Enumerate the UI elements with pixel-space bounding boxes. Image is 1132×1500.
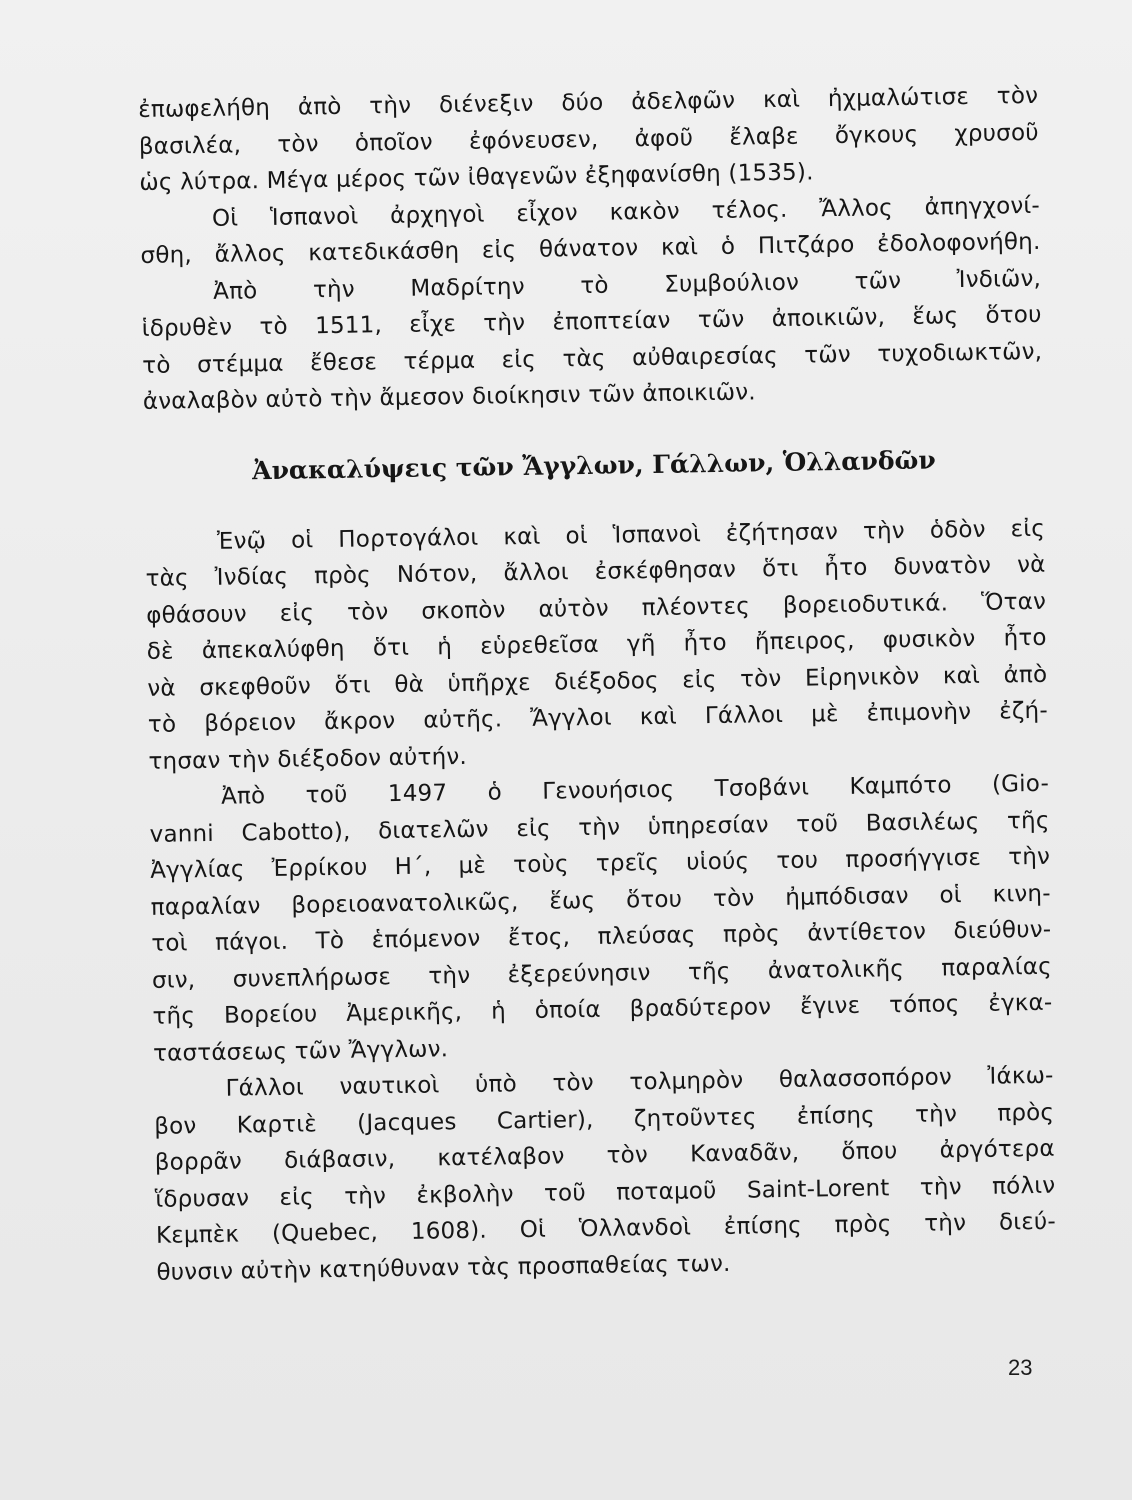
text-line: τῆς Βορείου Ἀμερικῆς, ἡ ὁποία βραδύτερον ἔγινε τόπος ἐγκα- <box>152 989 1053 1030</box>
text-line: δὲ ἀπεκαλύφθη ὅτι ἡ εὑρεθεῖσα γῆ ἦτο ἤπειρος, φυσικὸν ἦτο <box>146 624 1047 665</box>
text-line: τὸ στέμμα ἔθεσε τέρμα εἰς τὰς αὐθαιρεσίας τῶν τυχοδιωκτῶν, <box>142 338 1043 379</box>
text-line: τοὶ πάγοι. Τὸ ἑπόμενον ἔτος, πλεύσας πρὸς ἀντίθετον διεύθυν- <box>151 916 1052 957</box>
text-line: Γάλλοι ναυτικοὶ ὑπὸ τὸν τολμηρὸν θαλασσοπόρον Ἰάκω- <box>225 1062 1054 1102</box>
text-line: ταστάσεως τῶν Ἄγγλων. <box>152 1035 449 1067</box>
text-line: βορρᾶν διάβασιν, κατέλαβον τὸν Καναδᾶν, ὅπου ἀργότερα <box>154 1135 1055 1176</box>
paragraph <box>138 78 1040 202</box>
text-line: Ἀπὸ τὴν Μαδρίτην τὸ Συμβούλιον τῶν Ἰνδιῶν, <box>212 265 1042 305</box>
paragraph <box>145 510 1049 780</box>
text-line: βασιλέα, τὸν ὁποῖον ἐφόνευσεν, ἀφοῦ ἔλαβε ὄγκους χρυσοῦ <box>138 119 1039 160</box>
text-line: νὰ σκεφθοῦν ὅτι θὰ ὑπῆρχε διέξοδος εἰς τὸν Εἰρηνικὸν καὶ ἀπὸ <box>147 661 1048 702</box>
text-line: βον Καρτιὲ (Jacques Cartier), ζητοῦντες ἐπίσης τὴν πρὸς <box>154 1099 1055 1140</box>
text-line: ἵδρυσαν εἰς τὴν ἐκβολὴν τοῦ ποταμοῦ Saint-Lorent τὴν πόλιν <box>155 1172 1056 1213</box>
text-line: Ἐνῷ οἱ Πορτογάλοι καὶ οἱ Ἱσπανοὶ ἐζήτησαν τὴν ὁδὸν εἰς <box>216 515 1046 555</box>
page-number: 23 <box>1008 1355 1033 1380</box>
text-line: θυνσιν αὐτὴν κατηύθυναν τὰς προσπαθείας των. <box>156 1250 731 1286</box>
text-line: ἐπωφελήθη ἀπὸ τὴν διένεξιν δύο ἀδελφῶν καὶ ἠχμαλώτισε τὸν <box>138 82 1039 123</box>
text-line: Οἱ Ἱσπανοὶ ἀρχηγοὶ εἶχον κακὸν τέλος. Ἄλλος ἀπηγχονί- <box>211 192 1041 232</box>
paragraph <box>149 766 1053 1072</box>
text-line: σιν, συνεπλήρωσε τὴν ἐξερεύνησιν τῆς ἀνατολικῆς παραλίας <box>151 953 1053 994</box>
text-line: Ἀγγλίας Ἐρρίκου Η΄, μὲ τοὺς τρεῖς υἱούς του προσήγγισε τὴν <box>150 843 1051 884</box>
paragraph <box>140 187 1041 274</box>
page-text <box>138 78 1057 1291</box>
text-line: τησαν τὴν διέξοδον αὐτήν. <box>148 743 468 775</box>
text-line: τὰς Ἰνδίας πρὸς Νότον, ἄλλοι ἐσκέφθησαν ὅτι ἦτο δυνατὸν νὰ <box>145 551 1046 592</box>
text-line: Ἀπὸ τοῦ 1497 ὁ Γενουήσιος Τσοβάνι Καμπότο (Gio- <box>220 770 1050 810</box>
text-line: φθάσουν εἰς τὸν σκοπὸν αὐτὸν πλέοντες βορειοδυτικά. Ὅταν <box>146 588 1047 629</box>
paragraph <box>141 260 1043 420</box>
text-line: ὡς λύτρα. Μέγα μέρος τῶν ἰθαγενῶν ἐξηφανίσθη (1535). <box>139 159 814 196</box>
text-line: ἀναλαβὸν αὐτὸ τὴν ἄμεσον διοίκησιν τῶν ἀποικιῶν. <box>142 379 757 415</box>
text-line: ἱδρυθὲν τὸ 1511, εἶχε τὴν ἐποπτείαν τῶν ἀποικιῶν, ἕως ὅτου <box>141 301 1042 342</box>
text-line: παραλίαν βορειοανατολικῶς, ἕως ὅτου τὸν ἠμπόδισαν οἱ κινη- <box>150 880 1051 921</box>
text-line: Κεμπὲκ (Quebec, 1608). Οἱ Ὁλλανδοὶ ἐπίσης πρὸς τὴν διεύ- <box>155 1208 1057 1249</box>
text-line: σθη, ἄλλος κατεδικάσθη εἰς θάνατον καὶ ὁ Πιτζάρο ἐδολοφονήθη. <box>140 228 1041 269</box>
section-heading: Ἀνακαλύψεις τῶν Ἄγγλων, Γάλλων, Ὁλλανδῶν <box>251 445 936 485</box>
paragraph <box>153 1058 1056 1291</box>
text-line: vanni Cabotto), διατελῶν εἰς τὴν ὑπηρεσίαν τοῦ Βασιλέως τῆς <box>149 807 1050 848</box>
text-line: τὸ βόρειον ἄκρον αὐτῆς. Ἄγγλοι καὶ Γάλλοι μὲ ἐπιμονὴν ἐζή- <box>147 697 1049 738</box>
